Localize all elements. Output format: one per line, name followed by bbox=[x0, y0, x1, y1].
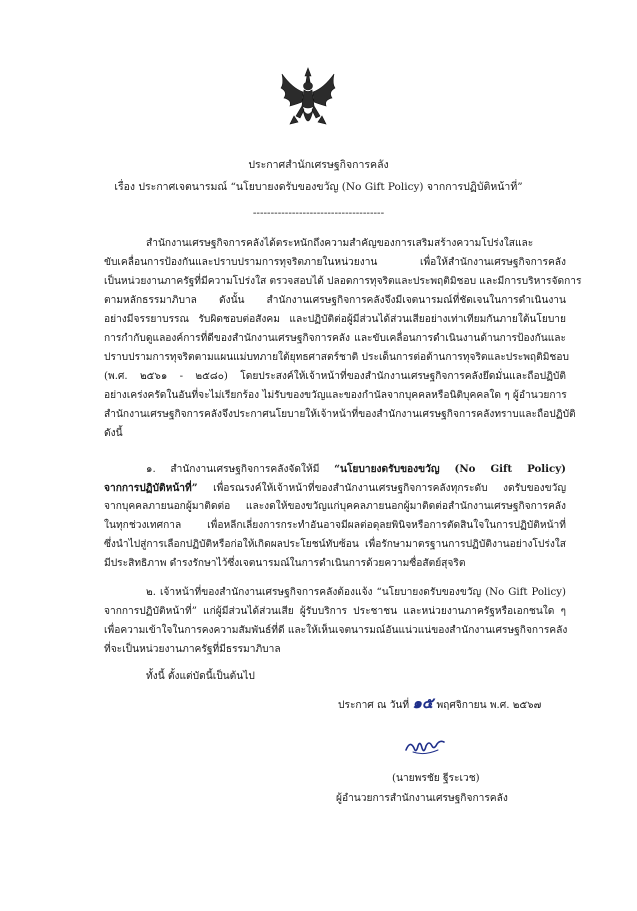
intro-line: ขับเคลื่อนการป้องกันและปราบปรามการทุจริตภายในหน่วยงาน เพื่อให้สำนักงานเศรษฐกิจการคลัง bbox=[104, 257, 566, 268]
intro-line: เป็นหน่วยงานภาครัฐที่มีความโปร่งใส ตรวจสอบได้ ปลอดการทุจริตและประพฤติมิชอบ และมีการบริหารจัดการ bbox=[104, 276, 582, 287]
item1-first-line bbox=[146, 462, 566, 477]
signatory-title: ผู้อำนวยการสำนักงานเศรษฐกิจการคลัง bbox=[336, 793, 508, 804]
intro-line: ตามหลักธรรมาภิบาล ดังนั้น สำนักงานเศรษฐกิจการคลังจึงมีเจตนารมณ์ที่ชัดเจนในการดำเนินงาน bbox=[104, 295, 566, 306]
item2-line: จากการปฏิบัติหน้าที่” แก่ผู้มีส่วนได้ส่วนเสีย ผู้รับบริการ ประชาชน และหน่วยงานภาครัฐหรือเอกชนใด ๆ bbox=[104, 606, 566, 617]
intro-line: ดังนี้ bbox=[104, 428, 123, 439]
item1-line: ซึ่งนำไปสู่การเลือกปฏิบัติหรือก่อให้เกิดผลประโยชน์ทับซ้อน เพื่อรักษามาตรฐานการปฏิบัติงานอย่างโปร่งใส bbox=[104, 539, 566, 550]
intro-line: (พ.ศ. ๒๕๖๑ - ๒๕๘๐) โดยประสงค์ให้เจ้าหน้าที่ของสำนักงานเศรษฐกิจการคลังยึดมั่นและถือปฏิบัติ bbox=[104, 371, 566, 382]
item1-line2-text: เพื่อรณรงค์ให้เจ้าหน้าที่ของสำนักงานเศรษฐกิจการคลังทุกระดับ งดรับของขวัญ bbox=[197, 483, 566, 494]
separator-line: ------------------------------------- bbox=[252, 207, 385, 219]
item1-second-line bbox=[104, 481, 566, 496]
item2-line: เพื่อความเข้าใจในการคงความสัมพันธ์ที่ดี และให้เห็นเจตนารมณ์อันแน่วแน่ของสำนักงานเศรษฐกิจการคลัง bbox=[104, 625, 568, 636]
item2-line: ที่จะเป็นหน่วยงานภาครัฐที่มีธรรมาภิบาล bbox=[104, 644, 281, 655]
item2-first-line: ๒. เจ้าหน้าที่ของสำนักงานเศรษฐกิจการคลังต้องแจ้ง “นโยบายงดรับของขวัญ (No Gift Policy) bbox=[146, 587, 566, 598]
intro-line: สำนักงานเศรษฐกิจการคลังได้ตระหนักถึงความสำคัญของการเสริมสร้างความโปร่งใสและ bbox=[146, 238, 534, 249]
date-prefix: ประกาศ ณ วันที่ bbox=[338, 700, 413, 711]
signatory-name: (นายพรชัย ฐีระเวช) bbox=[392, 773, 480, 784]
item1-policy-name-cont: จากการปฏิบัติหน้าที่” bbox=[104, 482, 198, 494]
item1-line: ในทุกช่วงเทศกาล เพื่อหลีกเลี่ยงการกระทำอันอาจมีผลต่อดุลยพินิจหรือการตัดสินใจในการปฏิบัติหน้าที่ bbox=[104, 520, 566, 531]
announcement-subject: เรื่อง ประกาศเจตนารมณ์ “นโยบายงดรับของขวัญ (No Gift Policy) จากการปฏิบัติหน้าที่” bbox=[114, 181, 523, 193]
item1-line: จากบุคคลภายนอกผู้มาติดต่อ และงดให้ของขวัญแก่บุคคลภายนอกผู้มาติดต่อสำนักงานเศรษฐกิจการคลัง bbox=[104, 501, 566, 512]
date-day: ๑๕ bbox=[412, 694, 434, 712]
announcement-date bbox=[338, 696, 541, 713]
item1-prefix: ๑. สำนักงานเศรษฐกิจการคลังจัดให้มี bbox=[146, 464, 335, 475]
intro-line: อย่างมีจรรยาบรรณ รับผิดชอบต่อสังคม และปฏิบัติต่อผู้มีส่วนได้ส่วนเสียอย่างเท่าเทียมกันภายใต้นโยบาย bbox=[104, 314, 566, 325]
date-suffix: พฤศจิกายน พ.ศ. ๒๕๖๗ bbox=[433, 700, 542, 711]
handwritten-signature-icon bbox=[404, 736, 448, 758]
effective-statement: ทั้งนี้ ตั้งแต่บัดนี้เป็นต้นไป bbox=[146, 671, 255, 682]
intro-line: สำนักงานเศรษฐกิจการคลังจึงประกาศนโยบายให้เจ้าหน้าที่ของสำนักงานเศรษฐกิจการคลังทราบและถือปฏิบัติ bbox=[104, 409, 576, 420]
intro-line: อย่างเคร่งครัดในอันที่จะไม่เรียกร้อง ไม่รับของขวัญและของกำนัลจากบุคคลหรือนิติบุคคลใด ๆ ผู้อำนวยการ bbox=[104, 390, 567, 401]
intro-line: ปราบปรามการทุจริตตามแผนแม่บทภายใต้ยุทธศาสตร์ชาติ ประเด็นการต่อต้านการทุจริตและประพฤติมิชอบ bbox=[104, 352, 569, 363]
agency-heading: ประกาศสำนักเศรษฐกิจการคลัง bbox=[248, 159, 389, 171]
garuda-emblem-icon bbox=[278, 66, 338, 134]
intro-line: การกำกับดูแลองค์การที่ดีของสำนักงานเศรษฐกิจการคลัง และขับเคลื่อนการดำเนินงานด้านการป้องกันและ bbox=[104, 333, 566, 344]
item1-line: มีประสิทธิภาพ ดำรงรักษาไว้ซึ่งเจตนารมณ์ในการดำเนินการด้วยความซื่อสัตย์สุจริต bbox=[104, 558, 466, 569]
item1-policy-name: “นโยบายงดรับของขวัญ (No Gift Policy) bbox=[334, 463, 566, 475]
